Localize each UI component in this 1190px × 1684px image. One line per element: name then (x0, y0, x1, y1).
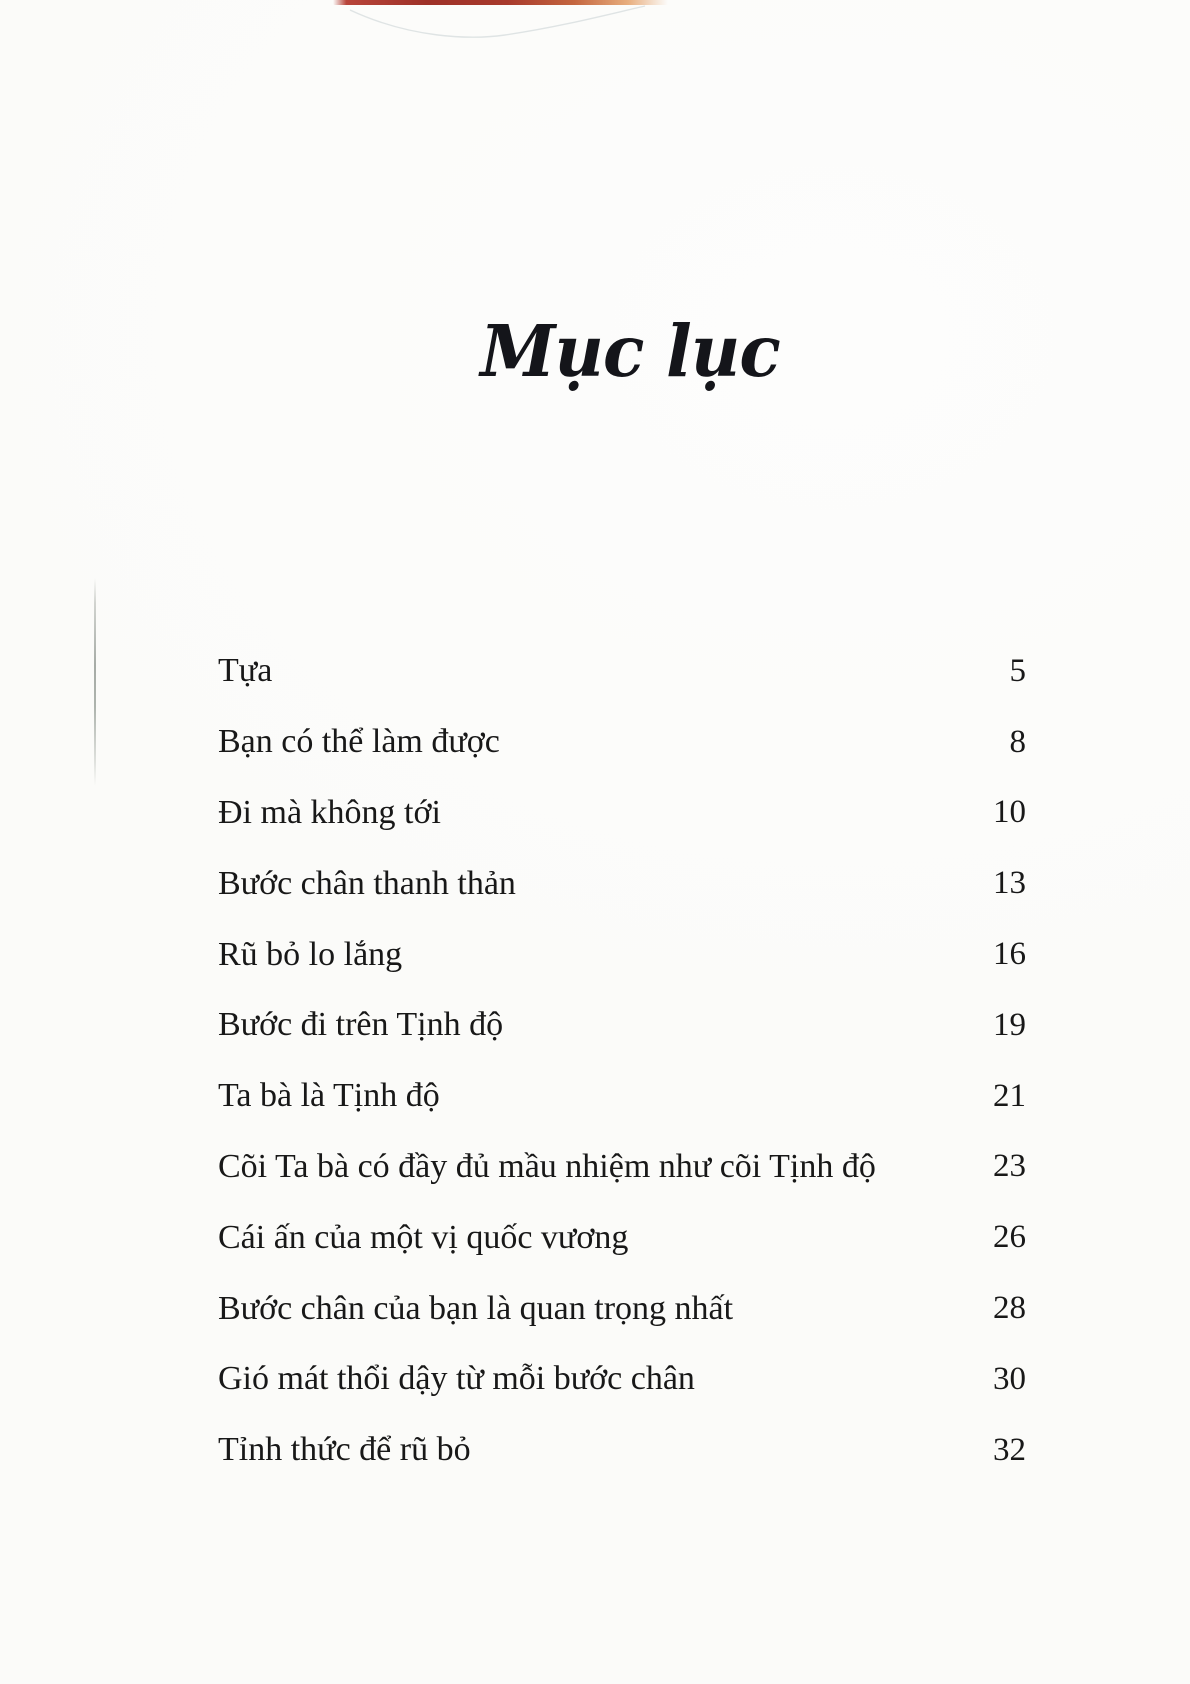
toc-entry (218, 1202, 1026, 1273)
toc-entry (218, 1061, 1026, 1132)
toc-entry-label: Bước chân của bạn là quan trọng nhất (218, 1289, 734, 1327)
toc-entry-page: 21 (993, 1077, 1026, 1114)
toc-entry-label: Bạn có thể làm được (218, 723, 500, 761)
toc-entry-label: Ta bà là Tịnh độ (218, 1077, 440, 1115)
toc-entry-label: Rũ bỏ lo lắng (218, 935, 403, 973)
toc-entry-label: Tỉnh thức để rũ bỏ (218, 1431, 471, 1469)
toc-entry-page: 23 (993, 1148, 1026, 1185)
toc-entry (218, 778, 1026, 849)
scan-artifact-pencil-curve (300, 0, 720, 60)
toc-entry-label: Cõi Ta bà có đầy đủ mầu nhiệm như cõi Tịnh độ (218, 1147, 876, 1185)
toc-entry (218, 919, 1026, 990)
toc-entry-page: 26 (993, 1219, 1026, 1256)
toc-entry-label: Bước chân thanh thản (218, 864, 516, 902)
toc-entry (218, 990, 1026, 1061)
toc-entry-page: 5 (1009, 652, 1026, 689)
toc-entry-label: Cái ấn của một vị quốc vương (218, 1218, 629, 1256)
page-title: Mục lục (480, 310, 780, 394)
toc-entry-page: 28 (993, 1290, 1026, 1327)
toc-entry-label: Đi mà không tới (218, 793, 441, 831)
toc-entry-page: 8 (1009, 723, 1026, 760)
toc-entry-page: 10 (993, 794, 1026, 831)
toc-entry (218, 1132, 1026, 1203)
toc-entry-page: 13 (993, 865, 1026, 902)
toc-entry-page: 19 (993, 1006, 1026, 1043)
toc-entry (218, 636, 1026, 707)
toc-entry-label: Tựa (218, 652, 273, 690)
toc-entry-label: Bước đi trên Tịnh độ (218, 1006, 504, 1044)
toc-list (218, 636, 1026, 1486)
toc-entry (218, 1273, 1026, 1344)
toc-entry-page: 30 (993, 1360, 1026, 1397)
title-area (0, 312, 1190, 392)
toc-entry-label: Gió mát thổi dậy từ mỗi bước chân (218, 1360, 695, 1398)
toc-entry (218, 1415, 1026, 1486)
scan-artifact-gutter-line (94, 578, 96, 786)
toc-entry (218, 707, 1026, 778)
toc-entry-page: 16 (993, 936, 1026, 973)
toc-entry (218, 848, 1026, 919)
toc-entry (218, 1344, 1026, 1415)
toc-entry-page: 32 (993, 1431, 1026, 1468)
